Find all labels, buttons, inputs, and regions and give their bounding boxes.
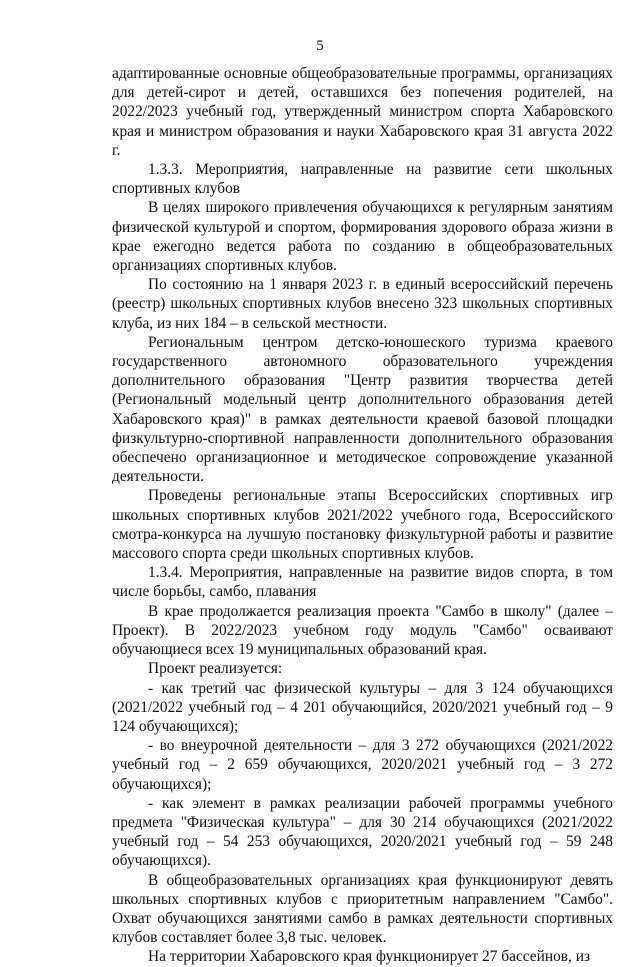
paragraph-swimming-pools: На территории Хабаровского края функционирует 27 бассейнов, из [148,948,591,966]
paragraph-clubs-registry: По состоянию на 1 января 2023 г. в единый всероссийский перечень (реестр) школьных спортивных клубов внесено 323 школьных спортивных клуба, из них 184 – в сельской местности. [112,276,613,332]
paragraph-regional-center: Региональным центром детско-юношеского туризма краевого государственного автономного образовательного учреждения дополнительного образования "Центр развития творчества детей (Региональный модельный центр дополнительного образования детей Хабаровского края)" в рамках деятельности краевой базовой площадки физкультурно-спортивной направленности дополнительного образования обеспечено организационное и методическое сопровождение указанной деятельности. [112,333,613,486]
paragraph-regional-stages: Проведены региональные этапы Всероссийских спортивных игр школьных спортивных клубов 2021/2022 учебного года, Всероссийского смотра-конкурса на лучшую постановку физкультурной работы и развитие массового спорта среди школьных спортивных клубов. [112,487,613,563]
paragraph-sambo-clubs: В общеобразовательных организациях края функционируют девять школьных спортивных клубов с приоритетным направлением "Самбо". Охват обучающихся занятиями самбо в рамках деятельности спортивных клубов составляет более 3,8 тыс. человек. [112,871,613,947]
list-item-extracurricular: - во внеурочной деятельности – для 3 272 обучающихся (2021/2022 учебный год – 2 659 обучающихся, 2020/2021 учебный год – 3 272 обучающихся); [112,737,613,793]
paragraph-project-implemented: Проект реализуется: [148,660,283,678]
page-number: 5 [316,38,324,54]
paragraph-programs-list: адаптированные основные общеобразовательные программы, организациях для детей-сирот и детей, оставшихся без попечения родителей, на 2022/2023 учебный год, утвержденный министром спорта Хабаровского края и министром образования и науки Хабаровского края 31 августа 2022 г. [112,65,613,159]
document-body [112,64,613,967]
heading-1-3-3-school-sports-clubs: 1.3.3. Мероприятия, направленные на развитие сети школьных спортивных клубов [112,161,613,198]
heading-1-3-4-sports-development: 1.3.4. Мероприятия, направленные на развитие видов спорта, в том числе борьбы, самбо, плавания [112,564,613,601]
list-item-curriculum-element: - как элемент в рамках реализации рабочей программы учебного предмета "Физическая культура" – для 30 214 обучающихся (2021/2022 учебный год – 54 253 обучающихся, 2020/2021 учебный год – 59 248 обучающихся). [112,794,613,870]
paragraph-clubs-creation: В целях широкого привлечения обучающихся к регулярным занятиям физической культурой и спортом, формирования здорового образа жизни в крае ежегодно ведется работа по созданию в общеобразовательных организациях спортивных клубов. [112,199,613,275]
paragraph-sambo-project: В крае продолжается реализация проекта "Самбо в школу" (далее – Проект). В 2022/2023 учебном году модуль "Самбо" осваивают обучающиеся всех 19 муниципальных образований края. [112,602,613,659]
list-item-third-pe-hour: - как третий час физической культуры – для 3 124 обучающихся (2021/2022 учебный год – 4 201 обучающийся, 2020/2021 учебный год – 9 124 обучающихся); [112,679,613,735]
